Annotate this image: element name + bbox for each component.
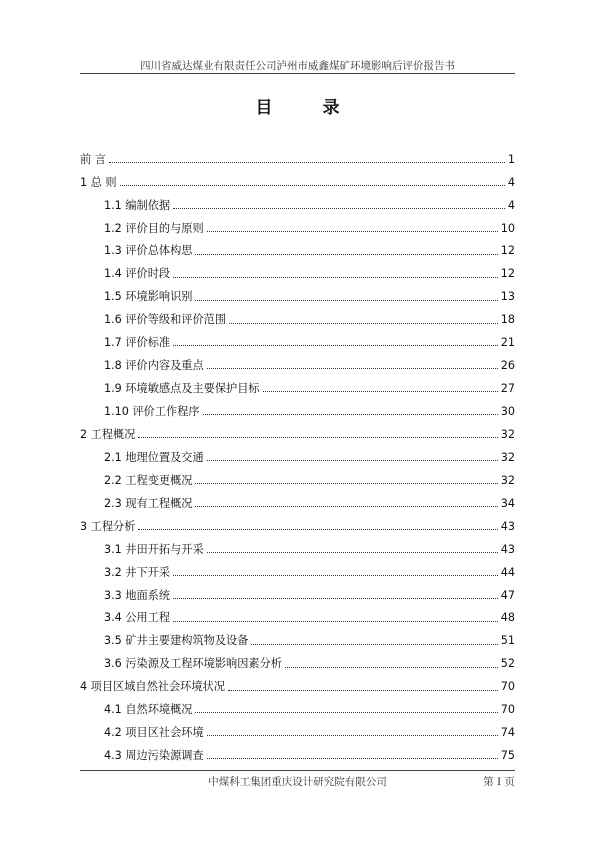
toc-entry[interactable] [80,715,515,738]
header-divider [80,73,515,74]
toc-entry[interactable] [80,371,515,394]
toc-dot-leader [207,460,498,461]
toc-entry-label: 3.1 井田开拓与开采 [104,542,204,556]
toc-entry-label: 1.4 评价时段 [104,267,171,281]
footer-divider [80,770,515,771]
toc-entry-page: 13 [500,290,515,304]
toc-entry-page: 75 [500,749,515,763]
toc-entry[interactable] [80,693,515,716]
toc-entry[interactable] [80,394,515,417]
toc-dot-leader [173,598,498,599]
toc-entry-label: 1.3 评价总体构思 [104,244,193,258]
toc-entry-label: 4 项目区域自然社会环境状况 [80,680,225,694]
toc-dot-leader [120,185,505,186]
toc-entry-page: 32 [500,427,515,441]
running-header: 四川省威达煤业有限责任公司泸州市威鑫煤矿环境影响后评价报告书 [140,60,455,72]
page-title: 目 录 [255,98,362,118]
toc-entry-page: 18 [500,313,515,327]
toc-dot-leader [173,621,498,622]
toc-dot-leader [195,254,497,255]
toc-entry-page: 43 [500,542,515,556]
toc-entry-page: 32 [500,450,515,464]
toc-dot-leader [207,735,498,736]
toc-entry-page: 47 [500,588,515,602]
toc-entry-page: 12 [500,244,515,258]
toc-dot-leader [138,437,497,438]
toc-dot-leader [173,277,498,278]
toc-dot-leader [207,758,498,759]
toc-entry[interactable] [80,211,515,234]
toc-entry-label: 2.2 工程变更概况 [104,473,193,487]
toc-entry-page: 44 [500,565,515,579]
toc-dot-leader [229,323,498,324]
toc-entry-label: 1.6 评价等级和评价范围 [104,313,227,327]
toc-entry-page: 4 [507,175,515,189]
toc-entry-page: 43 [500,519,515,533]
toc-entry[interactable] [80,165,515,188]
toc-entry[interactable] [80,509,515,532]
toc-entry-page: 34 [500,496,515,510]
toc-dot-leader [195,712,497,713]
toc-entry-label: 4.3 周边污染源调查 [104,749,204,763]
toc-dot-leader [263,391,498,392]
toc-entry-page: 70 [500,680,515,694]
toc-dot-leader [285,667,498,668]
toc-dot-leader [173,208,505,209]
toc-entry-page: 21 [500,336,515,350]
toc-dot-leader [228,690,498,691]
toc-dot-leader [195,300,497,301]
toc-entry[interactable] [80,348,515,371]
toc-entry[interactable] [80,647,515,670]
toc-entry-page: 30 [500,405,515,419]
toc-entry-label: 3.2 井下开采 [104,565,171,579]
toc-entry-label: 1.10 评价工作程序 [104,405,200,419]
toc-entry-page: 1 [507,152,515,166]
footer-organization: 中煤科工集团重庆设计研究院有限公司 [208,776,387,788]
toc-entry-page: 51 [500,634,515,648]
toc-entry-label: 3.6 污染源及工程环境影响因素分析 [104,657,282,671]
toc-entry[interactable] [80,188,515,211]
toc-entry-label: 3.4 公用工程 [104,611,171,625]
toc-entry-label: 1.8 评价内容及重点 [104,359,204,373]
toc-entry-label: 1.9 环境敏感点及主要保护目标 [104,382,260,396]
toc-entry[interactable] [80,440,515,463]
toc-dot-leader [195,483,497,484]
toc-dot-leader [173,345,498,346]
toc-entry-page: 10 [500,221,515,235]
running-footer [80,774,515,788]
toc-entry-page: 70 [500,703,515,717]
toc-dot-leader [109,162,505,163]
toc-entry-label: 4.1 自然环境概况 [104,703,193,717]
toc-entry[interactable] [80,234,515,257]
toc-entry[interactable] [80,486,515,509]
toc-entry-label: 3 工程分析 [80,519,136,533]
toc-entry[interactable] [80,142,515,165]
toc-entry-label: 1.7 评价标准 [104,336,171,350]
toc-entry[interactable] [80,555,515,578]
toc-entry[interactable] [80,326,515,349]
toc-entry[interactable] [80,624,515,647]
toc-entry-label: 3.3 地面系统 [104,588,171,602]
toc-entry-label: 1.1 编制依据 [104,198,171,212]
toc-entry-page: 4 [507,198,515,212]
toc-entry-label: 1 总 则 [80,175,117,189]
toc-entry[interactable] [80,532,515,555]
toc-dot-leader [203,414,498,415]
toc-entry-label: 1.5 环境影响识别 [104,290,193,304]
toc-entry-page: 48 [500,611,515,625]
toc-entry[interactable] [80,670,515,693]
toc-dot-leader [251,644,497,645]
toc-entry[interactable] [80,303,515,326]
toc-entry[interactable] [80,257,515,280]
toc-entry-page: 26 [500,359,515,373]
toc-entry[interactable] [80,463,515,486]
toc-dot-leader [207,552,498,553]
toc-dot-leader [173,575,498,576]
toc-entry[interactable] [80,578,515,601]
toc-entry-label: 2 工程概况 [80,427,136,441]
toc-dot-leader [207,368,498,369]
toc-entry-label: 2.1 地理位置及交通 [104,450,204,464]
toc-entry[interactable] [80,417,515,440]
toc-entry-label: 1.2 评价目的与原则 [104,221,204,235]
toc-entry-label: 前 言 [80,152,106,166]
toc-entry-label: 2.3 现有工程概况 [104,496,193,510]
toc-entry[interactable] [80,601,515,624]
toc-entry-label: 3.5 矿井主要建构筑物及设备 [104,634,249,648]
toc-entry-page: 27 [500,382,515,396]
toc-dot-leader [207,231,498,232]
toc-entry-page: 52 [500,657,515,671]
toc-entry[interactable] [80,738,515,761]
table-of-contents [80,142,515,761]
footer-page-number: 第 Ⅰ 页 [483,776,515,788]
toc-dot-leader [195,506,497,507]
toc-entry[interactable] [80,280,515,303]
toc-entry-page: 32 [500,473,515,487]
toc-entry-label: 4.2 项目区社会环境 [104,726,204,740]
toc-entry-page: 74 [500,726,515,740]
toc-entry-page: 12 [500,267,515,281]
toc-dot-leader [138,529,497,530]
